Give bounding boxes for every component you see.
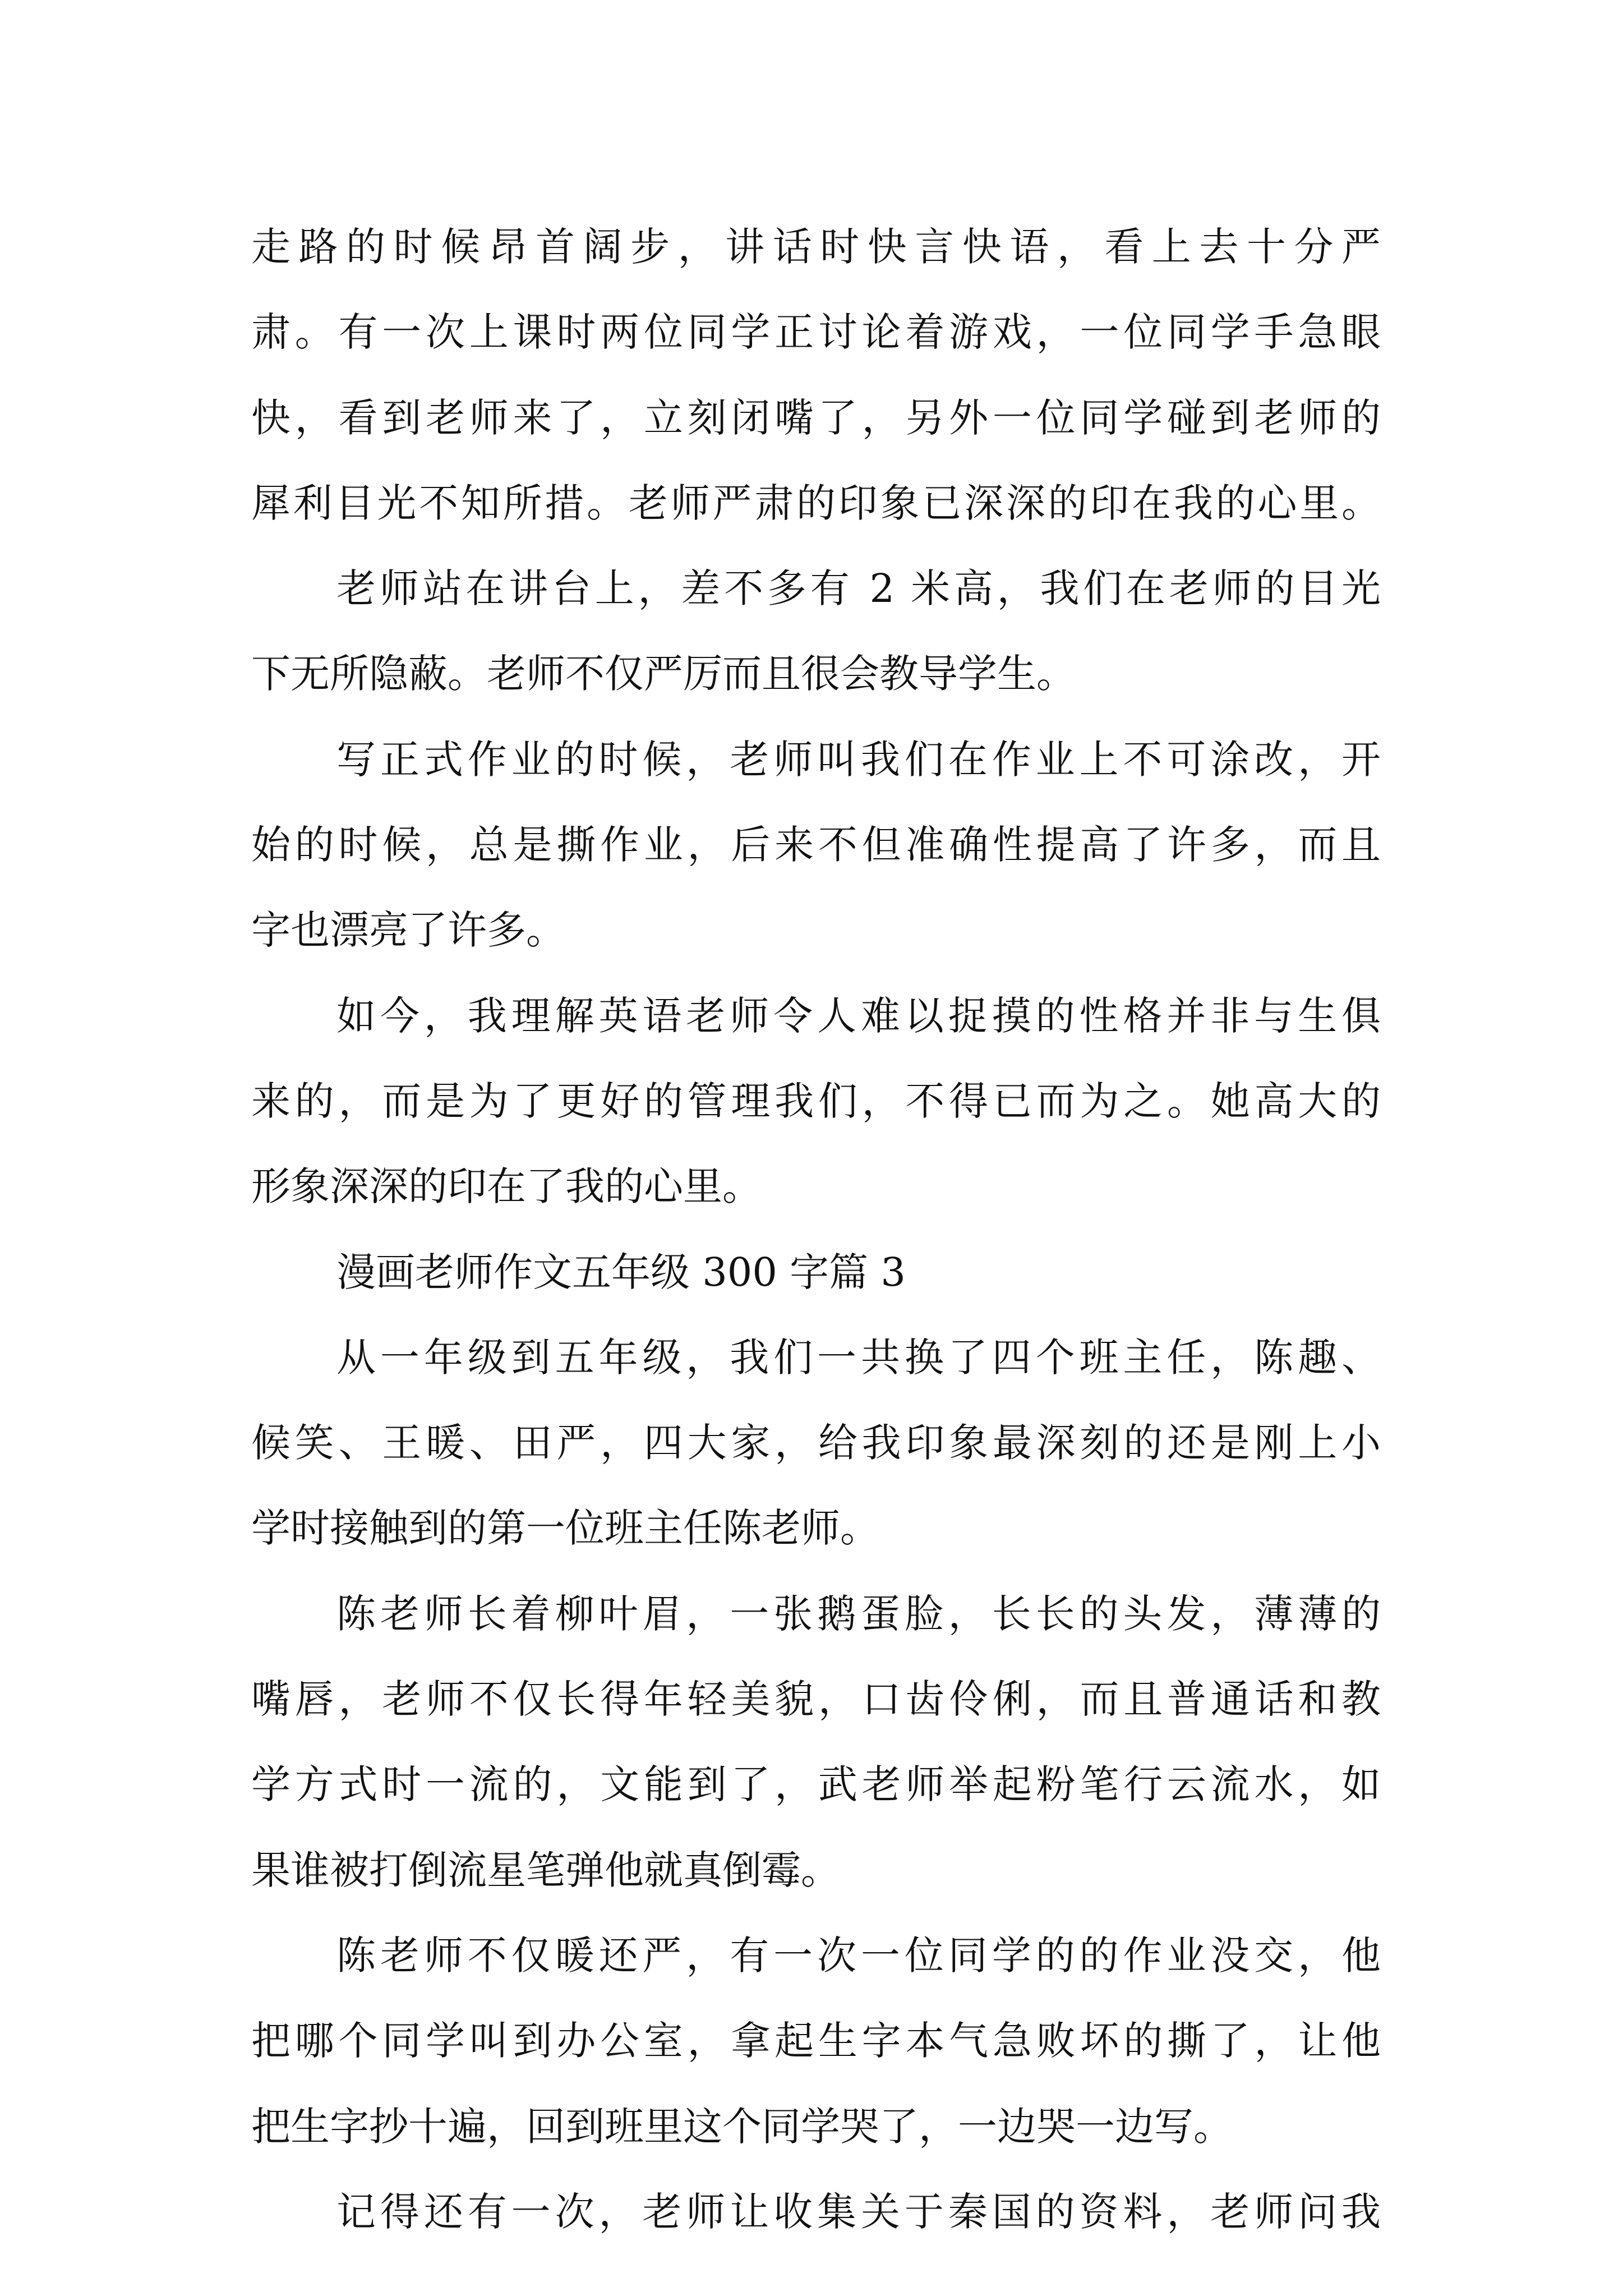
essay-line: 字也漂亮了许多。 [251,907,565,954]
essay-line: 形象深深的印在了我的心里。 [251,1163,762,1210]
essay-line: 把哪个同学叫到办公室，拿起生字本气急败坏的撕了，让他 [251,2018,1381,2064]
essay-body [251,204,1381,2254]
essay-line: 候笑、王暖、田严，四大家，给我印象最深刻的还是刚上小 [251,1420,1381,1466]
essay-line: 来的，而是为了更好的管理我们，不得已而为之。她高大的 [251,1078,1381,1124]
essay-line: 快，看到老师来了，立刻闭嘴了，另外一位同学碰到老师的 [251,394,1381,441]
essay-line: 果谁被打倒流星笔弹他就真倒霉。 [251,1847,840,1893]
essay-line: 写正式作业的时候，老师叫我们在作业上不可涂改，开 [336,736,1381,783]
essay-line: 把生字抄十遍，回到班里这个同学哭了，一边哭一边写。 [251,2103,1233,2150]
section-heading: 漫画老师作文五年级 300 字篇 3 [336,1249,906,1295]
essay-line: 老师站在讲台上，差不多有 2 米高，我们在老师的目光 [336,565,1381,612]
essay-line: 始的时候，总是撕作业，后来不但准确性提高了许多，而且 [251,822,1381,868]
essay-line: 走路的时候昂首阔步，讲话时快言快语，看上去十分严 [251,224,1381,270]
essay-line: 从一年级到五年级，我们一共换了四个班主任，陈趣、 [336,1334,1381,1381]
essay-line: 如今，我理解英语老师令人难以捉摸的性格并非与生俱 [336,992,1381,1039]
essay-line: 犀利目光不知所措。老师严肃的印象已深深的印在我的心里。 [251,480,1381,526]
essay-line: 记得还有一次，老师让收集关于秦国的资料，老师问我 [336,2188,1381,2235]
essay-line: 陈老师长着柳叶眉，一张鹅蛋脸，长长的头发，薄薄的 [336,1590,1381,1637]
essay-line: 肃。有一次上课时两位同学正讨论着游戏，一位同学手急眼 [251,309,1381,356]
essay-line: 陈老师不仅暖还严，有一次一位同学的的作业没交，他 [336,1932,1381,1978]
essay-line: 学方式时一流的，文能到了，武老师举起粉笔行云流水，如 [251,1761,1381,1808]
essay-line: 下无所隐蔽。老师不仅严厉而且很会教导学生。 [251,651,1076,697]
essay-line: 学时接触到的第一位班主任陈老师。 [251,1505,879,1552]
essay-line: 嘴唇，老师不仅长得年轻美貌，口齿伶俐，而且普通话和教 [251,1676,1381,1723]
